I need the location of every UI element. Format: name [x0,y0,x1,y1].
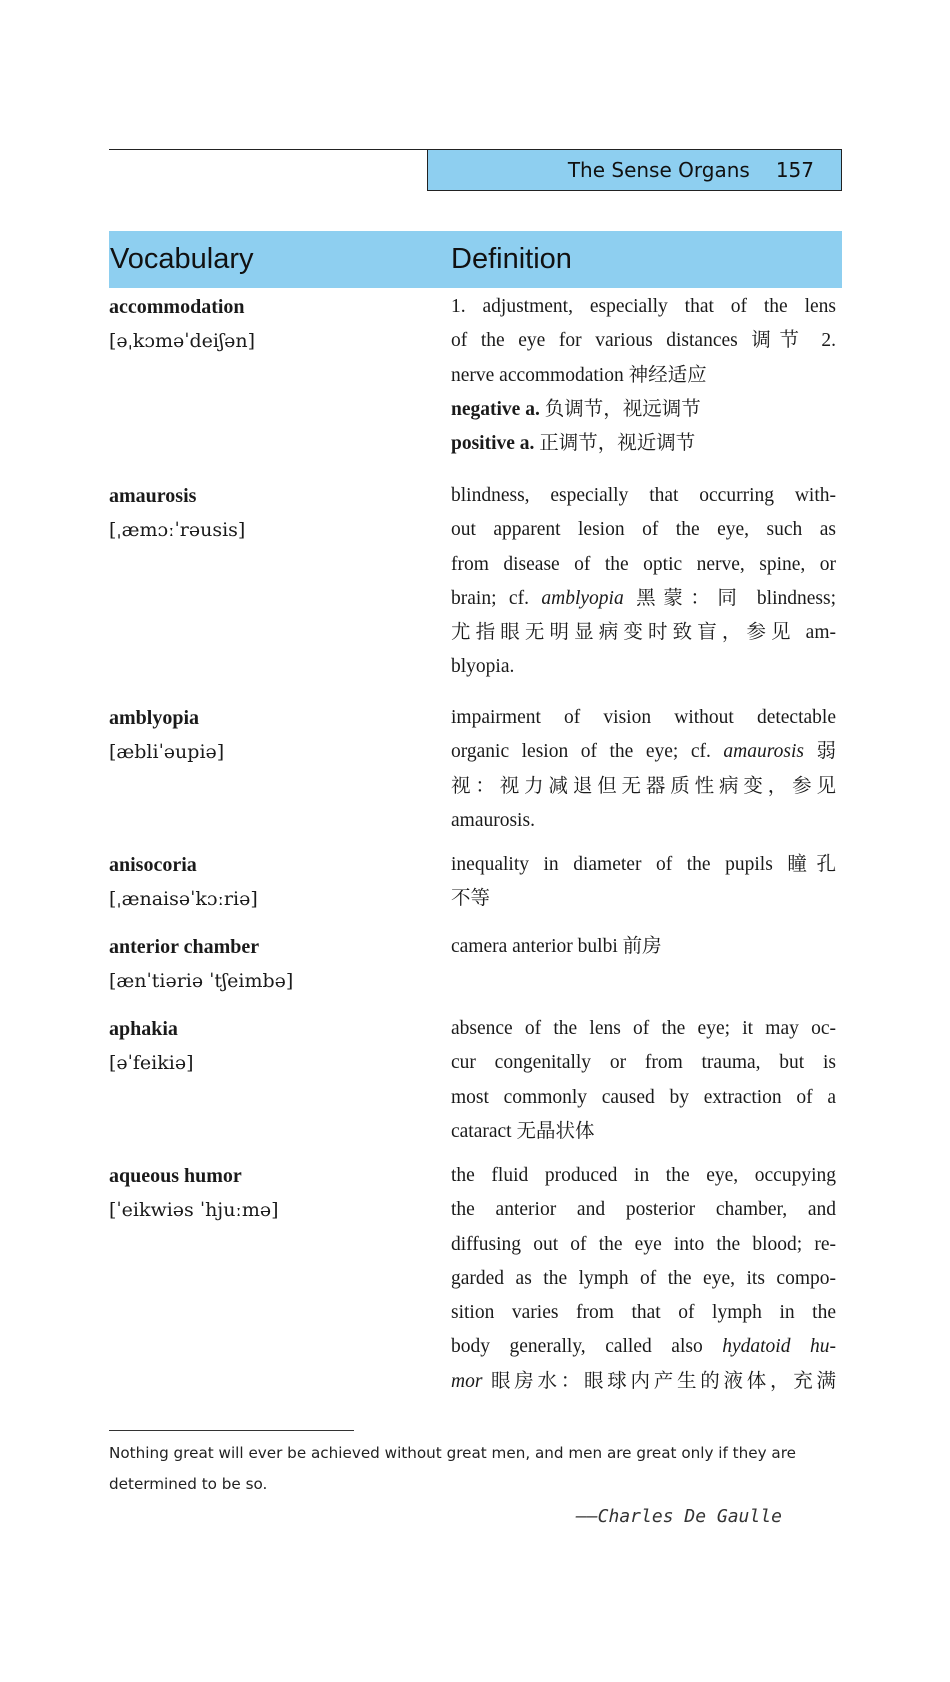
definition-line: nerve accommodation 神经适应 [451,364,707,386]
term-pronunciation: [ˈeikwiəs ˈhjuːmə] [109,1199,279,1221]
running-header [427,149,842,191]
definition-line [451,735,836,769]
term [109,848,429,916]
term-word: aqueous humor [109,1165,242,1187]
definition-text: body generally, called also [451,1336,723,1358]
definition-line: inequality in diameter of the pupils 瞳孔 [451,854,836,875]
term [109,1012,429,1080]
term [109,479,429,547]
definition-text: organic lesion of the eye; cf. [451,741,724,763]
definition-line: diffusing out of the eye into the blood; re- [451,1233,836,1255]
term-pronunciation: [əˈfeikiə] [109,1052,194,1074]
definition-line: 不等 [451,888,491,910]
subterm-definition: 负调节，视远调节 [539,398,701,420]
cross-reference: amblyopia [541,587,624,609]
definition [451,290,836,461]
definition-text: 眼房水：眼球内产生的液体，充满 [482,1370,836,1392]
section-title: The Sense Organs [567,158,750,182]
definition-line: 视：视力减退但无器质性病变，参见 [451,775,836,797]
definition-line: 尤指眼无明显病变时致盲，参见 am- [451,622,836,644]
definition-line: blindness, especially that occurring with- [451,485,836,506]
definition-line: amaurosis. [451,809,535,831]
term-word: amaurosis [109,485,197,507]
subterm: negative a. [451,398,540,420]
definition-line: absence of the lens of the eye; it may oc- [451,1018,836,1039]
page-number: 157 [775,158,814,182]
definition-line [451,427,836,461]
definition-line: cataract 无晶状体 [451,1120,595,1142]
definition [451,848,836,917]
term [109,930,429,998]
term-pronunciation: [ˌænaisəˈkɔːriə] [109,888,258,910]
definition-line [451,393,836,427]
term-pronunciation: [æbliˈəupiə] [109,741,225,763]
term-pronunciation: [əˌkɔməˈdeiʃən] [109,330,256,352]
term-pronunciation: [ænˈtiəriə ˈtʃeimbə] [109,970,294,992]
definition-line: the anterior and posterior chamber, and [451,1199,836,1221]
cross-reference: amaurosis [723,741,804,763]
definition-line: sition varies from that of lymph in the [451,1302,836,1324]
definition-line: from disease of the optic nerve, spine, or [451,553,836,575]
definition [451,930,836,964]
term-word: anterior chamber [109,936,260,958]
definition-line: garded as the lymph of the eye, its compo- [451,1267,836,1289]
term-word: aphakia [109,1018,178,1040]
quote-author: ——Charles De Gaulle [576,1506,782,1527]
header-rule [109,149,427,150]
definition-text: 黑蒙：同 blindness; [623,587,836,609]
definition-line: 1. adjustment, especially that of the lens [451,296,836,317]
definition-line: most commonly caused by extraction of a [451,1086,836,1108]
definition-line [451,1365,836,1399]
subterm: positive a. [451,433,535,455]
term-word: anisocoria [109,854,197,876]
synonym-term: mor [451,1370,483,1392]
definition [451,701,836,838]
definition [451,1159,836,1399]
vocabulary-column-header: Vocabulary [110,243,254,275]
definition-line [451,1330,836,1364]
definition [451,1012,836,1149]
subterm-definition: 正调节，视近调节 [534,433,696,455]
definition-line: the fluid produced in the eye, occupying [451,1165,836,1186]
definition-line: impairment of vision without detectable [451,707,836,728]
definition [451,479,836,685]
table-header [109,231,842,288]
synonym-term: hydatoid hu- [722,1336,836,1358]
definition-text: 弱 [803,741,836,763]
definition-line [451,582,836,616]
term-pronunciation: [ˌæmɔːˈrəusis] [109,519,246,541]
definition-line: out apparent lesion of the eye, such as [451,519,836,541]
term [109,701,429,769]
definition-line: blyopia. [451,656,515,678]
definition-line: cur congenitally or from trauma, but is [451,1052,836,1074]
term [109,1159,429,1227]
definition-line: camera anterior bulbi 前房 [451,936,662,957]
footer-quote: Nothing great will ever be achieved without great men, and men are great only if they are determined to be so. [109,1444,796,1493]
term-word: amblyopia [109,707,200,729]
definition-column-header: Definition [451,243,572,275]
definition-line: of the eye for various distances 调节 2. [451,330,836,352]
term-word: accommodation [109,296,245,318]
footer-rule [109,1430,354,1431]
definition-text: brain; cf. [451,587,542,609]
term [109,290,429,358]
